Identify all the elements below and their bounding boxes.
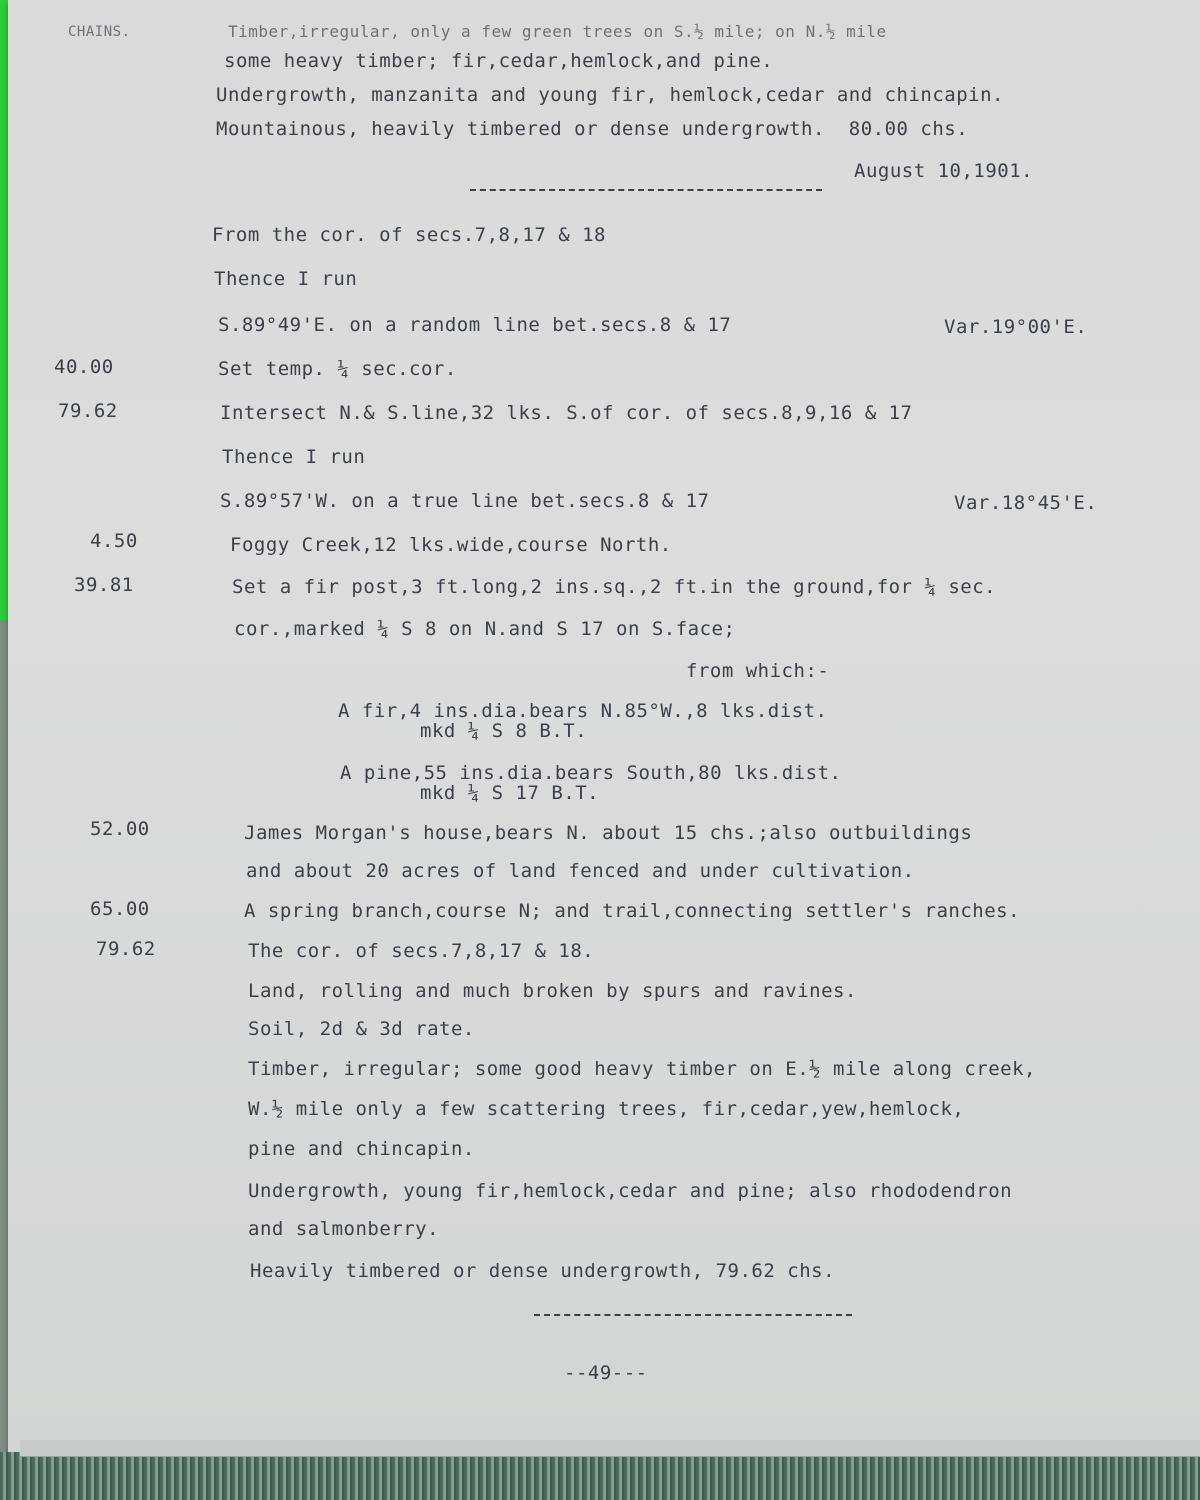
- from-line: From the cor. of secs.7,8,17 & 18: [212, 224, 606, 246]
- chain-distance: 79.62: [58, 400, 118, 422]
- entry-text: Set temp. ¼ sec.cor.: [218, 358, 457, 380]
- entry-text: Foggy Creek,12 lks.wide,course North.: [230, 534, 672, 556]
- entry-text: The cor. of secs.7,8,17 & 18.: [248, 940, 595, 962]
- description-line: Timber, irregular; some good heavy timber on E.½ mile along creek,: [248, 1058, 1036, 1080]
- thence-line: Thence I run: [214, 268, 358, 290]
- header-line: Timber,irregular, only a few green trees on S.½ mile; on N.½ mile: [228, 22, 887, 41]
- thence-line: Thence I run: [222, 446, 366, 468]
- variation: Var.19°00'E.: [944, 316, 1088, 338]
- chains-column-label: CHAINS.: [68, 24, 131, 40]
- entry-text: Set a fir post,3 ft.long,2 ins.sq.,2 ft.in the ground,for ¼ sec.: [232, 576, 997, 598]
- bearing-tree: A fir,4 ins.dia.bears N.85°W.,8 lks.dist.: [338, 700, 828, 722]
- bearing-tree-mark: mkd ¼ S 8 B.T.: [420, 720, 588, 742]
- description-line: Soil, 2d & 3d rate.: [248, 1018, 475, 1040]
- page-number: --49---: [564, 1362, 648, 1384]
- marking-line: cor.,marked ¼ S 8 on N.and S 17 on S.face;: [234, 618, 736, 640]
- entry-text: A spring branch,course N; and trail,connecting settler's ranches.: [244, 900, 1021, 922]
- entry-text: and about 20 acres of land fenced and under cultivation.: [246, 860, 915, 882]
- header-line: some heavy timber; fir,cedar,hemlock,and pine.: [224, 50, 774, 72]
- chain-distance: 40.00: [54, 356, 114, 378]
- description-line: and salmonberry.: [248, 1218, 440, 1240]
- variation: Var.18°45'E.: [954, 492, 1098, 514]
- header-line: Mountainous, heavily timbered or dense undergrowth. 80.00 chs.: [216, 118, 969, 140]
- scan-bottom-edge: [0, 1452, 1200, 1500]
- description-line: pine and chincapin.: [248, 1138, 475, 1160]
- from-which-label: from which:-: [686, 660, 830, 682]
- header-date: August 10,1901.: [854, 160, 1034, 182]
- chain-distance: 52.00: [90, 818, 150, 840]
- section-divider: [470, 189, 822, 191]
- course-line: S.89°57'W. on a true line bet.secs.8 & 17: [220, 490, 710, 512]
- course-line: S.89°49'E. on a random line bet.secs.8 & 17: [218, 314, 732, 336]
- document-page: [8, 0, 1200, 1455]
- paper-edge: [20, 1440, 1200, 1457]
- entry-text: Intersect N.& S.line,32 lks. S.of cor. of secs.8,9,16 & 17: [220, 402, 913, 424]
- header-line: Undergrowth, manzanita and young fir, hemlock,cedar and chincapin.: [216, 84, 1004, 106]
- bearing-tree-mark: mkd ¼ S 17 B.T.: [420, 782, 600, 804]
- description-line: W.½ mile only a few scattering trees, fir,cedar,yew,hemlock,: [248, 1098, 965, 1120]
- description-line: Land, rolling and much broken by spurs and ravines.: [248, 980, 857, 1002]
- chain-distance: 65.00: [90, 898, 150, 920]
- section-divider: [534, 1314, 852, 1316]
- bearing-tree: A pine,55 ins.dia.bears South,80 lks.dist.: [340, 762, 842, 784]
- entry-text: James Morgan's house,bears N. about 15 chs.;also outbuildings: [244, 822, 973, 844]
- chain-distance: 39.81: [74, 574, 134, 596]
- description-line: Undergrowth, young fir,hemlock,cedar and pine; also rhododendron: [248, 1180, 1013, 1202]
- chain-distance: 79.62: [96, 938, 156, 960]
- description-line: Heavily timbered or dense undergrowth, 79.62 chs.: [250, 1260, 836, 1282]
- chain-distance: 4.50: [90, 530, 138, 552]
